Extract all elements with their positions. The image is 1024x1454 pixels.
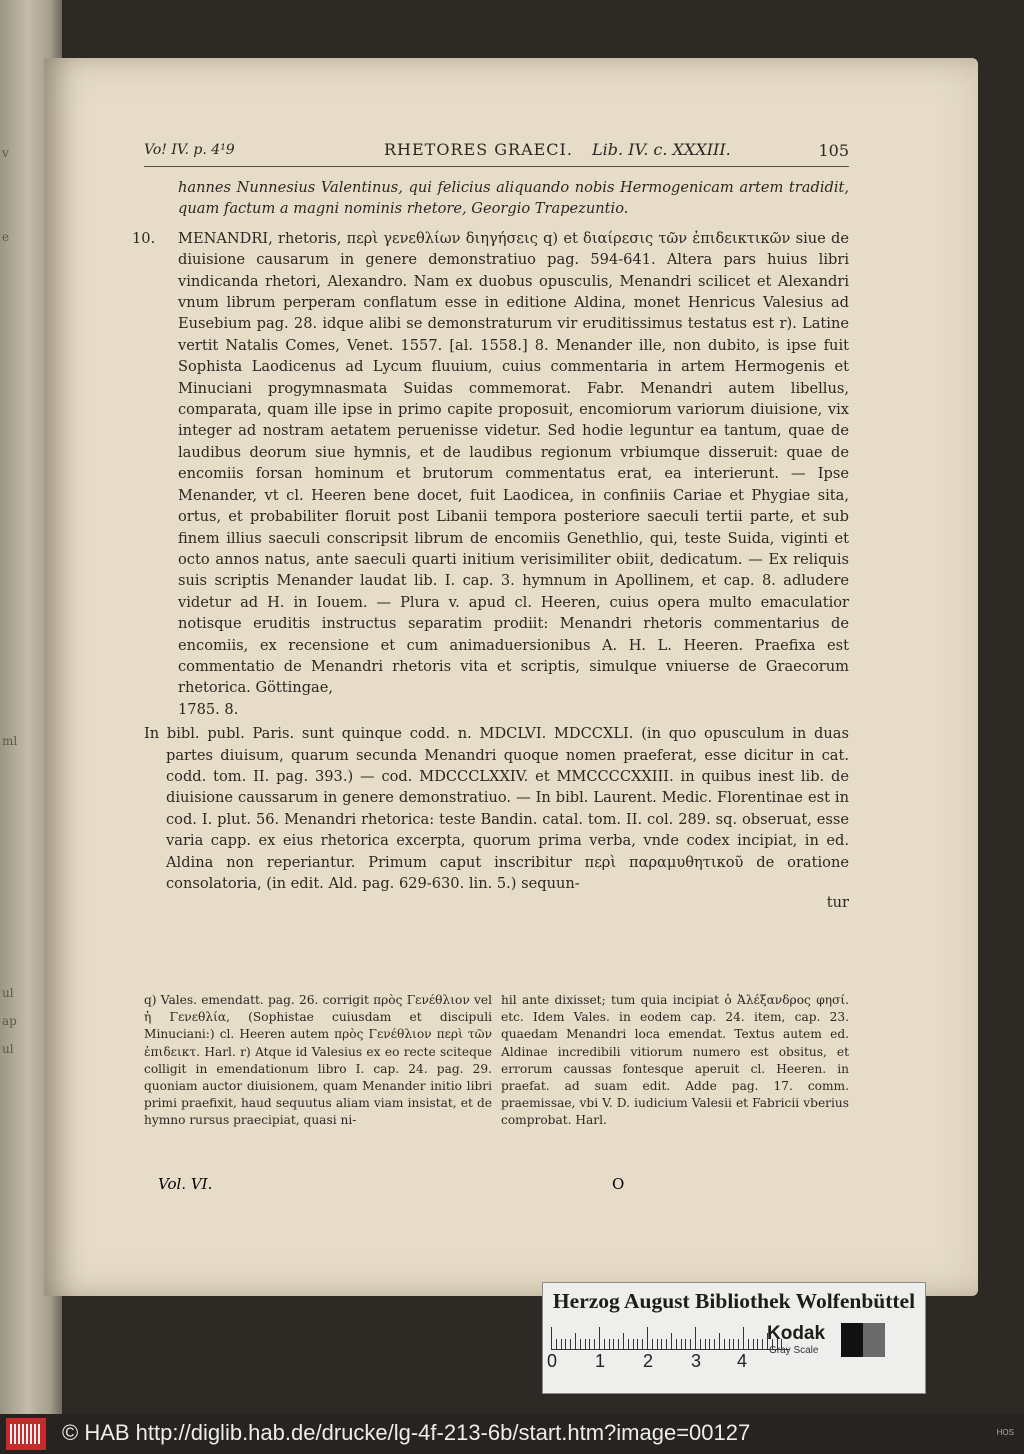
hab-logo-icon: [6, 1418, 46, 1450]
margin-fragment: e: [2, 230, 10, 244]
ruler-tick: [575, 1333, 576, 1349]
library-color-card: [542, 1282, 926, 1394]
ruler-tick: [609, 1339, 610, 1349]
page-number: 105: [818, 141, 849, 160]
ruler-tick: [709, 1339, 710, 1349]
ruler-tick: [647, 1327, 648, 1349]
ruler-tick: [705, 1339, 706, 1349]
ruler-tick: [748, 1339, 749, 1349]
margin-fragment: ul: [2, 986, 14, 1000]
ruler-tick: [733, 1339, 734, 1349]
bibliography-paragraph: In bibl. publ. Paris. sunt quinque codd. n. MDCLVI. MDCCXLI. (in quo opusculum in duas partes diuisum, quarum secunda Menandri quoque nomen praeferat, esse dicitur in cat. codd. tom. II. pag. 393.) — cod. MDCCCLXXIV. et MMCCCCXXIII. in quibus inest lib. de diuisione caussarum in genere demonstratiuo. — In bibl. Laurent. Medic. Florentinae est in cod. I. plut. 56. Menandri rhetorica: teste Bandin. catal. tom. II. col. 289. sq. obseruat, esse varia capp. ex eius rhetorica excerpta, quorum prima verba, vnde codex incipiat, in ed. Aldina non reperiantur. Primum caput inscribitur περὶ παραμυθητικοῦ de oratione consolatoria, (in edit. Ald. pag. 629-630. lin. 5.) sequun-: [144, 725, 849, 892]
ruler-tick: [633, 1339, 634, 1349]
ruler-tick: [762, 1339, 763, 1349]
ruler-tick: [700, 1339, 701, 1349]
ruler-tick: [738, 1339, 739, 1349]
footer-mark: HOS: [996, 1428, 1014, 1437]
ruler-tick: [676, 1339, 677, 1349]
book-page: [44, 58, 978, 1296]
footnotes: [144, 992, 849, 1130]
gray-scale-label: Gray Scale: [769, 1345, 819, 1356]
ruler-tick: [681, 1339, 682, 1349]
ruler-tick: [551, 1327, 552, 1349]
ruler-tick: [556, 1339, 557, 1349]
head-chapter: Lib. IV. c. XXXIII.: [592, 140, 731, 159]
margin-fragment: ml: [2, 734, 18, 748]
entry-menandri: [132, 228, 849, 720]
ruler-label: 3: [691, 1351, 702, 1371]
gray-swatch-dark: [841, 1323, 863, 1357]
ruler-label: 2: [643, 1351, 654, 1371]
footnote-column-right: hil ante dixisset; tum quia incipiat ὁ Ἀλέξανδρος φησί. etc. Idem Vales. in eodem cap. 24. item, cap. 23. quaedam Menandri loca emendat. Textus autem ed. Aldinae incredibili vitiorum numero est obsitus, et errorum caussas fontesque aperuit cl. Heeren. in praefat. ad suam edit. Adde pag. 17. comm. praemissae, vbi V. D. iudicium Valesii et Fabricii vberius comprobat. Harl.: [501, 993, 849, 1128]
ruler-tick: [580, 1339, 581, 1349]
ruler-tick: [719, 1333, 720, 1349]
footnote-column-left: q) Vales. emendatt. pag. 26. corrigit πρὸς Γενέθλιον vel ἡ Γενεθλία, (Sophistae cuiusdam et discipuli Minuciani:) cl. Heeren autem πρὸς Γενέθλιον περὶ τῶν ἐπιδεικτ. Harl. r) Atque id Valesius ex eo recte sciteque colligit in emendationum libro I. cap. 24. pag. 29. quoniam auctor diuisionem, quam Menander initio libri primi praefixit, haud sequutus aliam viam insistat, et de hymno rursus praecipiat, quasi ni-: [144, 993, 492, 1128]
margin-fragment: ap: [2, 1014, 17, 1028]
signature-mark: O: [612, 1175, 625, 1193]
ruler-tick: [657, 1339, 658, 1349]
ruler-tick: [642, 1339, 643, 1349]
ruler-tick: [589, 1339, 590, 1349]
ruler-tick: [594, 1339, 595, 1349]
footer-bar: [0, 1414, 1024, 1454]
ruler-tick: [666, 1339, 667, 1349]
ruler-tick: [714, 1339, 715, 1349]
ruler-tick: [685, 1339, 686, 1349]
ruler-tick: [604, 1339, 605, 1349]
margin-fragment: ul: [2, 1042, 14, 1056]
ruler-label: 0: [547, 1351, 558, 1371]
margin-fragment: v: [2, 146, 9, 160]
ruler-label: 1: [595, 1351, 606, 1371]
ruler-tick: [729, 1339, 730, 1349]
ruler-tick: [585, 1339, 586, 1349]
ruler-tick: [623, 1333, 624, 1349]
running-head: [144, 140, 849, 167]
signature-line: [144, 1175, 849, 1199]
ruler-tick: [724, 1339, 725, 1349]
kodak-logo: Kodak: [767, 1323, 826, 1344]
ruler-label: 4: [737, 1351, 748, 1371]
ruler-tick: [743, 1327, 744, 1349]
entry-text: MENANDRI, rhetoris, περὶ γενεθλίων διηγήσεις q) et διαίρεσις τῶν ἐπιδεικτικῶν siue de diuisione causarum in genere demonstratiuo pag. 594-641. Altera pars huius libri vindicanda rhetori, Alexandro. Nam ex duobus opusculis, Menandri scilicet et Alexandri vnum librum perperam conflatum esse in editione Aldina, monet Henricus Valesius ad Eusebium pag. 28. idque alibi se demonstraturum vir eruditissimus testatus est r). Latine vertit Natalis Comes, Venet. 1557. [al. 1558.] 8. Menander ille, non dubito, is ipse fuit Sophista Laodicenus ad Lycum fluuium, cuius commentaria in artem Hermogenis et Minuciani progymnasmata Suidas commemorat. Fabr. Menandri autem libellus, comparata, quam ille ipse in primo capite proposuit, encomiorum variorum diuisione, vix integer ad nostram aetatem peruenisse videtur. Sed hodie leguntur ea tantum, quae de laudibus deorum siue hymnis, et de laudibus regionum vrbiumque disseruit: quae de encomiis forsan hominum et brutorum commentatus erat, ea interierunt. — Ipse Menander, vt cl. Heeren bene docet, fuit Laodicea, in confiniis Cariae et Phygiae sita, ortus, et probabiliter floruit post Libanii tempora posteriore saeculi tertii parte, et sub finem illius saeculi conscripsit librum de encomiis Genethlio, qui, teste Suida, viginti et octo annos natus, ante saeculi quarti initium verisimiliter obiit, dedicatum. — Ex reliquis suis scriptis Menander laudat lib. I. cap. 3. hymnum in Apollinem, et cap. 8. adludere videtur ad H. in Iouem. — Plura v. apud cl. Heeren, cuius opera multo emaculatior notisque eruditis instructus separatim prodiit: Menandri rhetoris commentarius de encomiis, ex recensione et cum animaduersionibus A. H. L. Heeren. Praefixa est commentatio de Menandri rhetoris vita et scriptis, simulque vniuerse de Graecorum rhetorica. Göttingae,: [178, 229, 849, 697]
gray-swatch-mid: [863, 1323, 885, 1357]
head-title: RHETORES GRAECI.: [384, 140, 573, 159]
ruler-tick: [599, 1327, 600, 1349]
ruler-tick: [561, 1339, 562, 1349]
ruler-tick: [652, 1339, 653, 1349]
ruler-tick: [618, 1339, 619, 1349]
ruler-tick: [661, 1339, 662, 1349]
scale-ruler: [551, 1321, 789, 1350]
ruler-tick: [671, 1333, 672, 1349]
intro-continuation: hannes Nunnesius Valentinus, qui felicius aliquando nobis Hermogenicam artem tradidit, quam factum a magni nominis rhetore, Georgio Trapezuntio.: [178, 179, 849, 218]
ruler-tick: [690, 1339, 691, 1349]
entry-number: 10.: [132, 229, 156, 247]
ruler-tick: [637, 1339, 638, 1349]
entry-imprint: 1785. 8.: [178, 700, 239, 718]
volume-label: Vol. VI.: [158, 1175, 213, 1193]
ruler-tick: [628, 1339, 629, 1349]
library-name: Herzog August Bibliothek Wolfenbüttel: [552, 1289, 916, 1313]
ruler-tick: [570, 1339, 571, 1349]
ruler-tick: [753, 1339, 754, 1349]
copyright-link[interactable]: © HAB http://diglib.hab.de/drucke/lg-4f-213-6b/start.htm?image=00127: [62, 1420, 751, 1445]
head-reference: Vo! IV. p. 4¹9: [144, 142, 235, 158]
ruler-tick: [613, 1339, 614, 1349]
ruler-tick: [565, 1339, 566, 1349]
catchword: tur: [826, 894, 849, 912]
ruler-tick: [695, 1327, 696, 1349]
ruler-tick: [757, 1339, 758, 1349]
page-content: [132, 140, 849, 912]
